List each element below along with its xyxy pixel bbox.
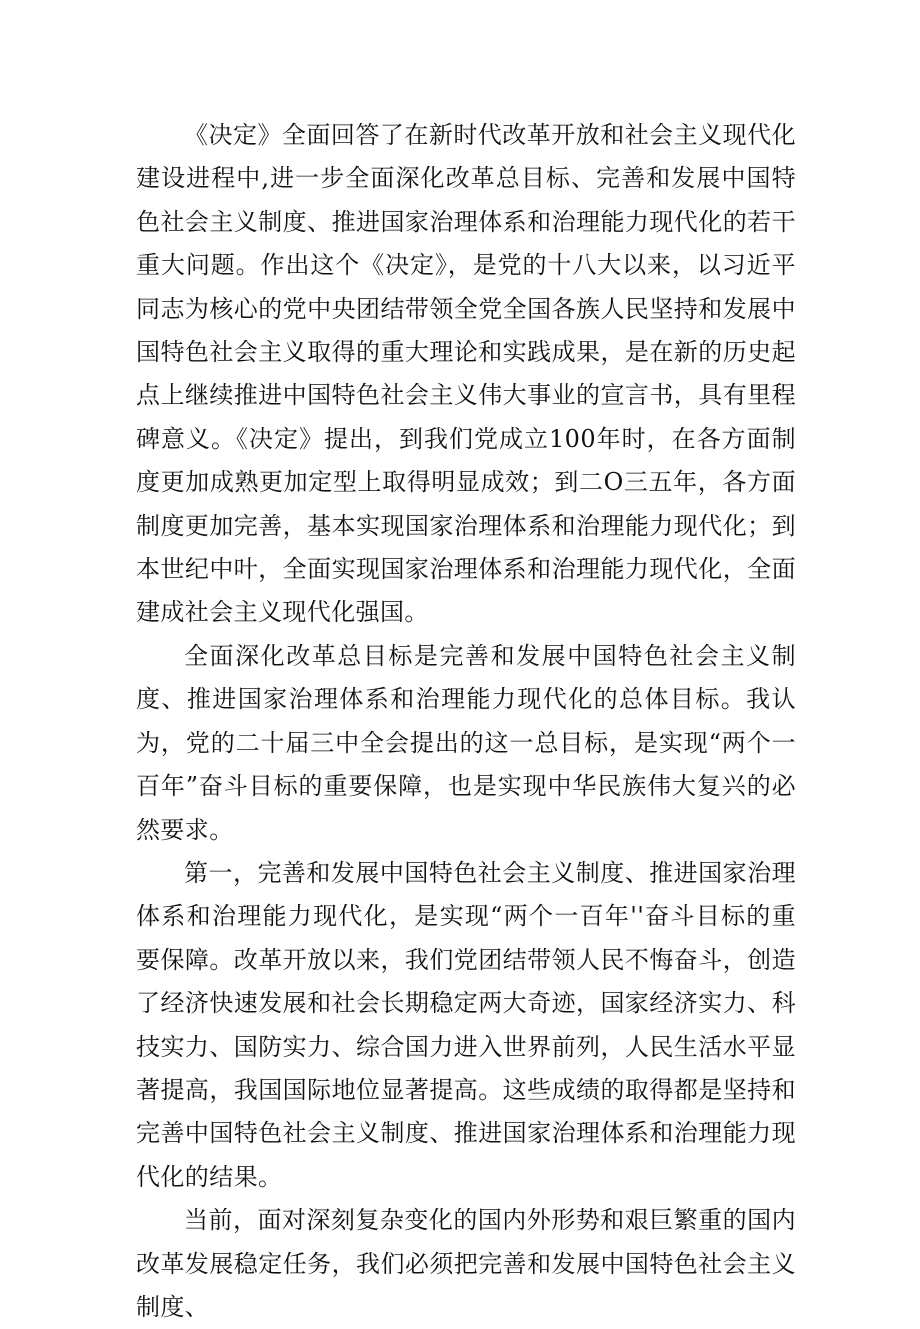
document-body (136, 114, 796, 1329)
paragraph-3: 第一，完善和发展中国特色社会主义制度、推进国家治理体系和治理能力现代化，是实现“两个一百年''奋斗目标的重要保障。改革开放以来，我们党团结带领人民不悔奋斗，创造了经济快速发展和社会长期稳定两大奇迹，国家经济实力、科技实力、国防实力、综合国力进入世界前列，人民生活水平显著提高，我国国际地位显著提高。这些成绩的取得都是坚持和完善中国特色社会主义制度、推进国家治理体系和治理能力现代化的结果。 (136, 858, 796, 1191)
paragraph-4: 当前，面对深刻复杂变化的国内外形势和艰巨繁重的国内改革发展稳定任务，我们必须把完善和发展中国特色社会主义制度、 (136, 1206, 796, 1321)
paragraph-1: 《决定》全面回答了在新时代改革开放和社会主义现代化建设进程中,进一步全面深化改革总目标、完善和发展中国特色社会主义制度、推进国家治理体系和治理能力现代化的若干重大问题。作出这个《决定》，是党的十八大以来，以习近平同志为核心的党中央团结带领全党全国各族人民坚持和发展中国特色社会主义取得的重大理论和实践成果，是在新的历史起点上继续推进中国特色社会主义伟大事业的宣言书，具有里程碑意义。《决定》提出，到我们党成立100年时，在各方面制度更加成熟更加定型上取得明显成效；到二O三五年，各方面制度更加完善，基本实现国家治理体系和治理能力现代化；到本世纪中叶，全面实现国家治理体系和治理能力现代化，全面建成社会主义现代化强国。 (136, 121, 796, 627)
paragraph-2: 全面深化改革总目标是完善和发展中国特色社会主义制度、推进国家治理体系和治理能力现代化的总体目标。我认为，党的二十届三中全会提出的这一总目标，是实现“两个一百年”奋斗目标的重要保障，也是实现中华民族伟大复兴的必然要求。 (136, 641, 796, 844)
